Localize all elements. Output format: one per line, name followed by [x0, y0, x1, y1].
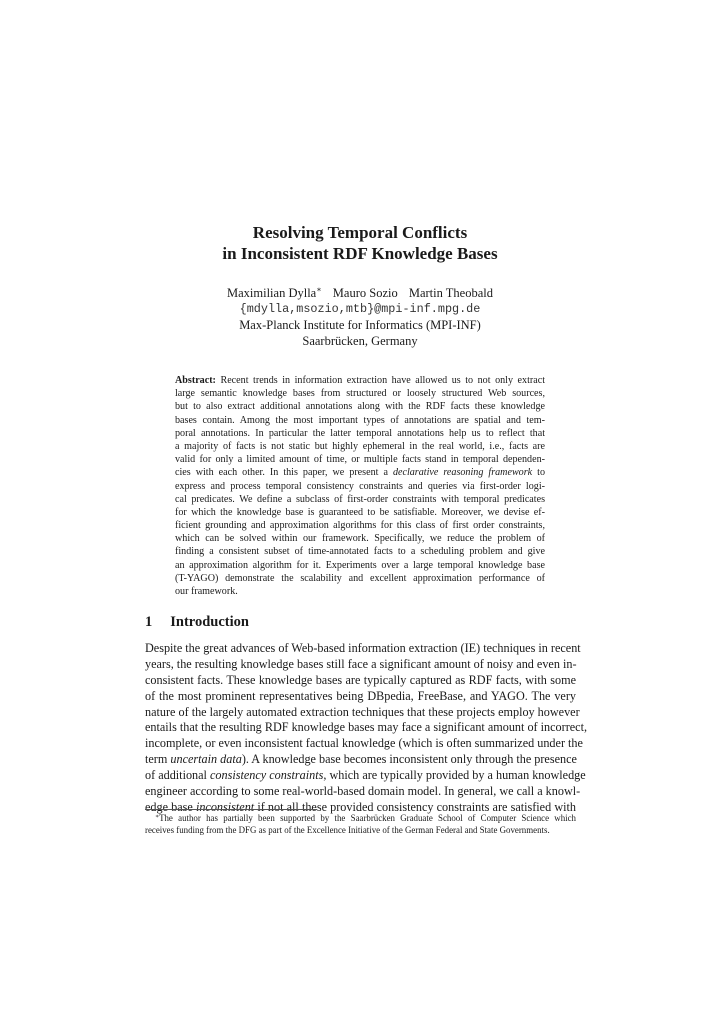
abstract-label: Abstract: — [175, 375, 216, 386]
abstract-line: cal predicates. We define a subclass of first-order constraints with temporal predicates — [175, 493, 545, 505]
author-name: Martin Theobald — [408, 286, 493, 300]
body-emphasis: consistency constraints — [209, 768, 324, 783]
abstract-line: Abstract: Recent trends in information extraction have allowed us to not only extract — [175, 375, 545, 386]
body-emphasis: inconsistent — [195, 799, 255, 814]
body-line: nature of the largely automated extraction techniques that these projects employ however — [145, 704, 580, 719]
abstract-line: large semantic knowledge bases from structured or loosely structured Web sources, — [175, 388, 545, 400]
author-names — [0, 285, 720, 301]
footnote-line: receives funding from the DFG as part of the Excellence Initiative of the German Federal and State Governments. — [145, 825, 550, 835]
abstract-line: for which the knowledge base is guaranteed to be satisfiable. Moreover, we devise ef- — [175, 506, 545, 518]
paper-title — [0, 222, 720, 264]
author-name: Mauro Sozio — [332, 286, 398, 300]
body-line: Despite the great advances of Web-based information extraction (IE) techniques in recent — [145, 641, 581, 655]
body-line: of the most prominent representatives being DBpedia, FreeBase, and YAGO. The very — [145, 688, 576, 703]
author-affiliation: Max-Planck Institute for Informatics (MPI-INF) — [239, 318, 481, 332]
abstract-line: ficient grounding and approximation algorithms for this class of first order constraints, — [175, 520, 545, 532]
footnote-mark: ∗ — [155, 814, 160, 820]
abstract-line: bases contain. Among the most important types of annotations are spatial and tem- — [175, 414, 545, 426]
footnote — [145, 812, 576, 836]
body-text — [145, 641, 588, 816]
section-heading — [145, 614, 249, 631]
abstract-line: which can be solved within our framework. Specifically, we reduce the problem of — [175, 533, 545, 545]
author-name: Maximilian Dylla∗ — [227, 285, 322, 300]
section-number: 1 — [145, 614, 153, 630]
body-line: entails that the resulting RDF knowledge bases may face a significant amount of incorrect, — [145, 720, 588, 735]
abstract-line: poral annotations. In particular the latter temporal annotations help us to reflect that — [175, 427, 545, 439]
abstract — [175, 374, 545, 598]
abstract-line: valid for only a limited amount of time, or multiple facts stand in temporal dependen- — [175, 454, 545, 466]
author-footnote-mark: ∗ — [316, 285, 322, 294]
body-line: of additional consistency constraints, which are typically provided by a human knowledge — [145, 768, 586, 783]
body-line: term uncertain data). A knowledge base becomes inconsistent only through the presence — [145, 752, 577, 767]
body-line: incomplete, or even inconsistent factual knowledge (which is often summarized under the — [145, 736, 583, 751]
author-block — [0, 285, 720, 349]
abstract-line: a majority of facts is not static but highly ephemeral in the real world, i.e., facts are — [175, 440, 545, 452]
footnote-divider — [145, 809, 317, 810]
abstract-line: (T-YAGO) demonstrate the scalability and excellent approximation performance of — [175, 572, 545, 584]
author-email: {mdylla,msozio,mtb}@mpi-inf.mpg.de — [239, 302, 481, 316]
title-line-2: in Inconsistent RDF Knowledge Bases — [222, 244, 498, 263]
abstract-line: finding a consistent subset of time-annotated facts to a scheduling problem and give — [175, 546, 545, 558]
body-emphasis: uncertain data — [170, 752, 242, 767]
body-line: engineer according to some real-world-based domain model. In general, we call a knowl- — [145, 784, 581, 799]
body-line: consistent facts. These knowledge bases are typically captured as RDF facts, with some — [145, 672, 576, 687]
body-line: years, the resulting knowledge bases still face a significant amount of noisy and even in- — [145, 656, 577, 671]
abstract-line: cies with each other. In this paper, we present a declarative reasoning framework to — [175, 467, 546, 479]
abstract-line: express and process temporal consistency constraints and queries via first-order logi- — [175, 480, 545, 492]
abstract-line: but to also extract additional annotations along with the RDF facts these knowledge — [175, 401, 545, 413]
footnote-line: ∗The author has partially been supported by the Saarbrücken Graduate School of Computer Science which — [155, 813, 576, 823]
abstract-line: our framework. — [175, 586, 238, 597]
title-line-1: Resolving Temporal Conflicts — [252, 223, 468, 242]
body-line: edge base inconsistent if not all these provided consistency constraints are satisfied with — [145, 799, 576, 814]
abstract-emphasis: declarative reasoning framework — [392, 467, 533, 479]
author-location: Saarbrücken, Germany — [302, 334, 418, 348]
abstract-line: an approximation algorithm for it. Experiments over a large temporal knowledge base — [175, 559, 545, 571]
section-title: Introduction — [170, 614, 249, 630]
